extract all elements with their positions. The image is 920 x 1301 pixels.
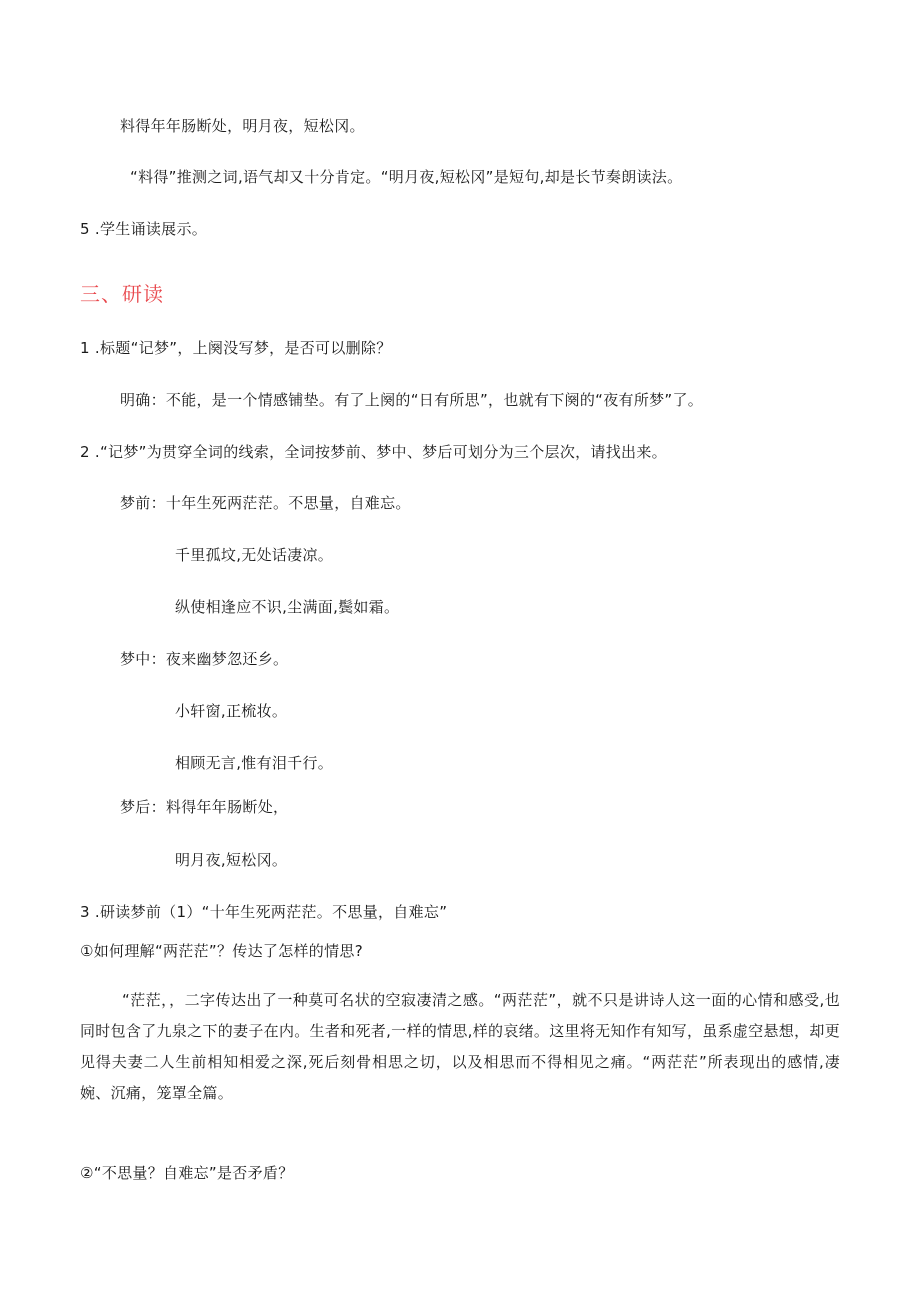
question-3a: ①如何理解“两茫茫”？传达了怎样的情思?	[80, 942, 363, 960]
question-3: 3 .研读梦前（1）“十年生死两茫茫。不思量，自难忘”	[80, 903, 448, 921]
analysis-text: “茫茫，，二字传达出了一种莫可名状的空寂凄清之感。“两茫茫”，就不只是讲诗人这一面的心情和感受,也同时包含了九泉之下的妻子在内。生者和死者,一样的情思,样的哀绪。这里将无知作有知写，虽系虚空悬想，却更见得夫妻二人生前相知相爱之深,死后刻骨相思之切，以及相思而不得相见之痛。“两茫茫”所表现出的感情,凄婉、沉痛，笼罩全篇。	[80, 991, 840, 1102]
analysis-paragraph	[80, 985, 840, 1109]
poem-line: 料得年年肠断处，明月夜，短松冈。	[120, 117, 365, 135]
after-dream-line-2: 明月夜,短松冈。	[175, 851, 288, 869]
step-item: 5 .学生诵读展示。	[80, 220, 208, 238]
section-heading: 三、研读	[80, 282, 164, 306]
answer-1: 明确：不能，是一个情感铺垫。有了上阕的“日有所思”，也就有下阕的“夜有所梦”了。	[120, 391, 704, 409]
during-dream: 梦中：夜来幽梦忽还乡。	[120, 650, 289, 668]
question-1: 1 .标题“记梦”，上阕没写梦，是否可以删除？	[80, 339, 392, 357]
question-2: 2 .“记梦”为贯穿全词的线索，全词按梦前、梦中、梦后可划分为三个层次，请找出来。	[80, 443, 667, 461]
question-3b: ②“不思量？自难忘”是否矛盾？	[80, 1164, 294, 1182]
before-dream: 梦前：十年生死两茫茫。不思量，自难忘。	[120, 494, 411, 512]
during-dream-line-3: 相顾无言,惟有泪千行。	[175, 754, 334, 772]
before-dream-line-3: 纵使相逢应不识,尘满面,鬓如霜。	[175, 598, 400, 616]
before-dream-line-2: 千里孤坟,无处话凄凉。	[175, 546, 334, 564]
during-dream-line-2: 小轩窗,正梳妆。	[175, 702, 288, 720]
note-line: “料得”推测之词,语气却又十分肯定。“明月夜,短松冈”是短句,却是长节奏朗读法。	[130, 168, 683, 186]
after-dream: 梦后：料得年年肠断处，	[120, 798, 289, 816]
